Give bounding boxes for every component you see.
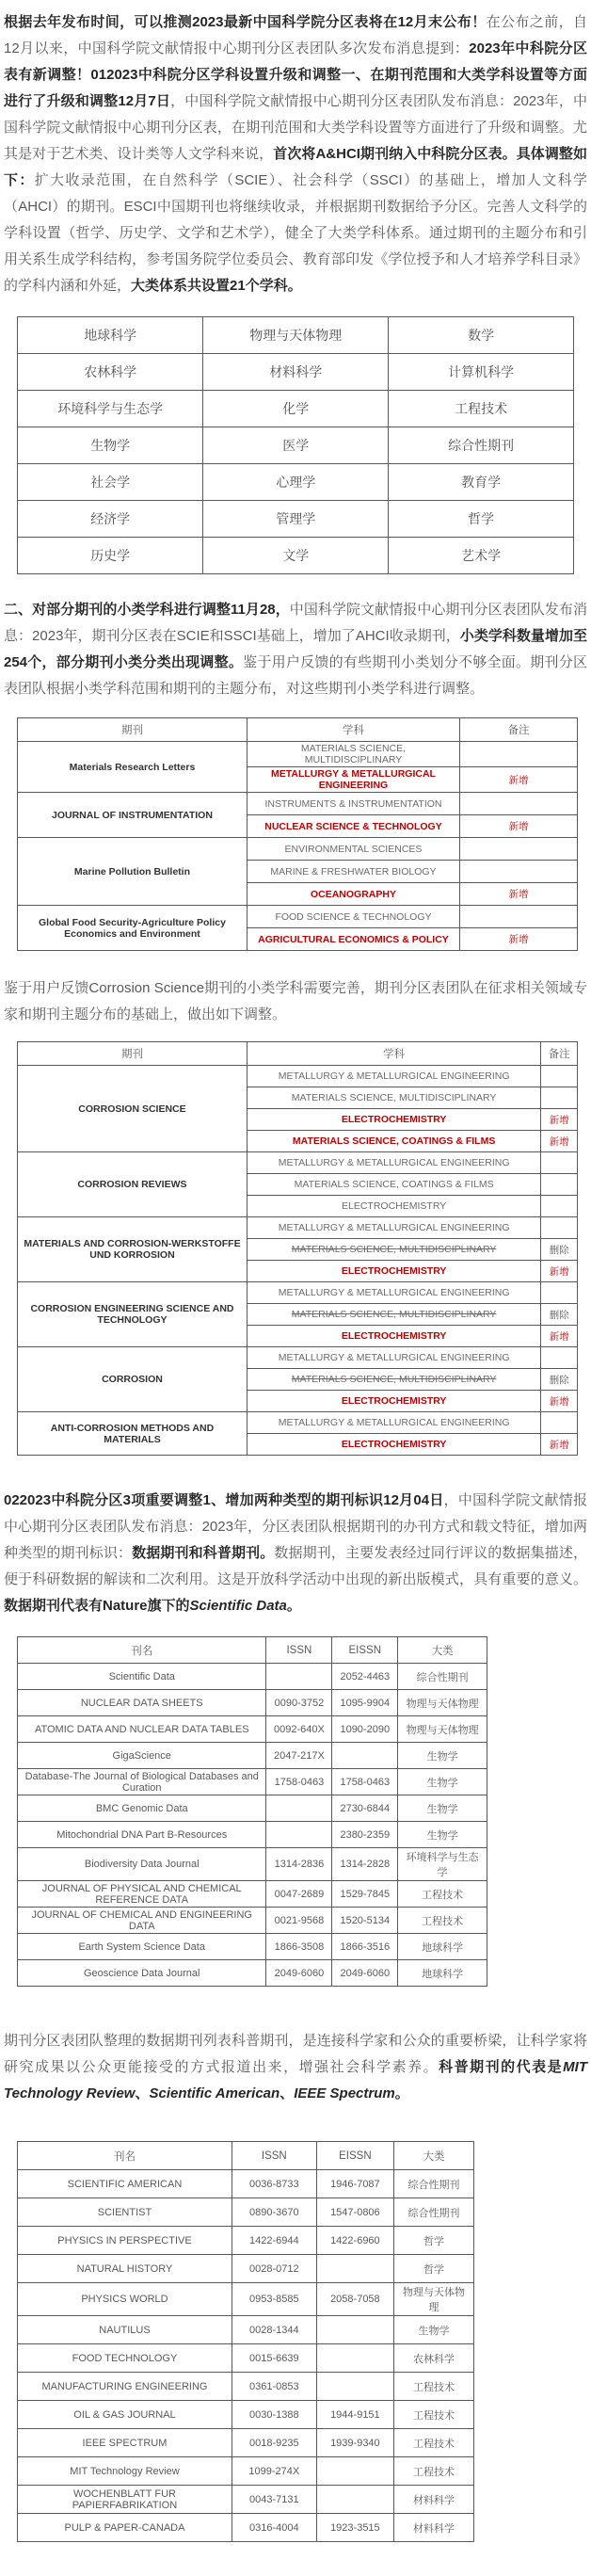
table-cell: PHYSICS WORLD [18, 2283, 232, 2316]
table-cell: IEEE SPECTRUM [18, 2429, 232, 2457]
table-cell: 2058-7058 [316, 2283, 393, 2316]
table-cell: 数学 [389, 317, 574, 354]
text-run: MIT Technology Review [4, 2059, 591, 2101]
subject-cell: MATERIALS SCIENCE, COATINGS & FILMS [247, 1174, 540, 1196]
subject-cell: METALLURGY & METALLURGICAL ENGINEERING [247, 1066, 540, 1087]
subject-cell: MATERIALS SCIENCE, MULTIDISCIPLINARY [247, 1087, 540, 1109]
remark-cell: 新增 [460, 883, 578, 906]
remark-cell [541, 1174, 578, 1196]
table-cell: 0890-3670 [232, 2198, 316, 2227]
table-cell [316, 2316, 393, 2344]
table-row [18, 906, 578, 928]
table-row [18, 2198, 474, 2227]
table-row [18, 464, 574, 501]
journal-name-cell: MATERIALS AND CORROSION-WERKSTOFFE UND KORROSION [18, 1217, 248, 1282]
subject-cell: METALLURGY & METALLURGICAL ENGINEERING [247, 1152, 540, 1174]
table-header-row [18, 718, 578, 742]
table-cell: 1520-5134 [332, 1908, 398, 1934]
table-row [18, 1822, 487, 1848]
table-row [18, 2486, 474, 2514]
subject-cell: METALLURGY & METALLURGICAL ENGINEERING [247, 767, 459, 793]
text-run: 二、对部分期刊的小类学科进行调整11月28， [4, 602, 290, 618]
table-row [18, 1716, 487, 1743]
table-cell: 物理与天体物理 [203, 317, 389, 354]
table-cell: 2052-4463 [332, 1664, 398, 1690]
table-row [18, 1769, 487, 1795]
subject-cell: METALLURGY & METALLURGICAL ENGINEERING [247, 1282, 540, 1304]
column-header: 期刊 [18, 718, 248, 742]
remark-cell: 新增 [541, 1391, 578, 1412]
table-cell: 历史学 [18, 538, 203, 574]
table-row [18, 1066, 578, 1087]
subject-cell: MATERIALS SCIENCE, MULTIDISCIPLINARY [247, 1239, 540, 1261]
corrosion-adjust-body [18, 1042, 578, 1456]
table-cell: GigaScience [18, 1743, 266, 1769]
subject-cell: ELECTROCHEMISTRY [247, 1434, 540, 1456]
remark-cell [460, 793, 578, 815]
table-cell: 1422-6960 [316, 2227, 393, 2255]
remark-cell [460, 906, 578, 928]
table-cell: 农林科学 [394, 2344, 474, 2373]
remark-cell: 新增 [460, 767, 578, 793]
text-run: IEEE Spectrum [294, 2085, 395, 2101]
subject-cell: METALLURGY & METALLURGICAL ENGINEERING [247, 1347, 540, 1369]
table-cell: Mitochondrial DNA Part B-Resources [18, 1822, 266, 1848]
remark-cell: 删除 [541, 1304, 578, 1326]
data-journal-body [18, 1637, 487, 1987]
remark-cell: 新增 [460, 928, 578, 951]
table-cell: 0028-1344 [232, 2316, 316, 2344]
table-cell: 材料科学 [203, 354, 389, 391]
table-header-row [18, 1637, 487, 1664]
subject-cell: ELECTROCHEMISTRY [247, 1109, 540, 1131]
text-run: 、 [280, 2085, 295, 2101]
table-cell: 1314-2836 [266, 1848, 332, 1881]
text-run: 鉴于用户反馈的有些期刊小类划分不够全面。期刊分区表团队根据小类学科范围和期刊的主题分布，对这些期刊小类学科进行调整。 [4, 654, 587, 697]
table-row [18, 2344, 474, 2373]
subject-cell: ELECTROCHEMISTRY [247, 1326, 540, 1347]
text-run: Scientific Data [189, 1598, 287, 1614]
journal-name-cell: Global Food Security-Agriculture Policy Economics and Environment [18, 906, 248, 951]
table-cell: 1866-3508 [266, 1934, 332, 1960]
table-cell: 综合性期刊 [394, 2198, 474, 2227]
table-cell: 1099-274X [232, 2457, 316, 2486]
text-run: 数据期刊和科普期刊。 [132, 1545, 275, 1561]
table-cell: 0953-8585 [232, 2283, 316, 2316]
table-cell: 0028-0712 [232, 2255, 316, 2283]
column-header: ISSN [232, 2142, 316, 2170]
paragraph-journal-labels [4, 1488, 587, 1619]
table-row [18, 1743, 487, 1769]
table-cell: 1314-2828 [332, 1848, 398, 1881]
table-cell: 1090-2090 [332, 1716, 398, 1743]
table-row [18, 1282, 578, 1304]
table-cell: 环境科学与生态学 [18, 391, 203, 427]
table-cell: 生物学 [394, 2316, 474, 2344]
paragraph-subject-adjustment [4, 597, 587, 702]
table-header-row [18, 2142, 474, 2170]
table-row [18, 2401, 474, 2429]
table-cell: 生物学 [18, 427, 203, 464]
table-row [18, 391, 574, 427]
journal-subject-adjust-table [17, 717, 578, 951]
table-cell [332, 1743, 398, 1769]
subject-cell: ELECTROCHEMISTRY [247, 1261, 540, 1282]
table-row [18, 2255, 474, 2283]
subject-cell: AGRICULTURAL ECONOMICS & POLICY [247, 928, 459, 951]
table-cell [316, 2457, 393, 2486]
column-header: EISSN [332, 1637, 398, 1664]
journal-name-cell: CORROSION SCIENCE [18, 1066, 248, 1152]
table-cell: 1939-9340 [316, 2429, 393, 2457]
table-row [18, 1934, 487, 1960]
table-cell: 物理与天体物理 [394, 2283, 474, 2316]
table-row [18, 2373, 474, 2401]
table-cell: 生物学 [398, 1743, 487, 1769]
table-cell: JOURNAL OF CHEMICAL AND ENGINEERING DATA [18, 1908, 266, 1934]
table-cell: 0361-0853 [232, 2373, 316, 2401]
table-cell: 物理与天体物理 [398, 1716, 487, 1743]
table-cell [266, 1795, 332, 1822]
table-cell: 地球科学 [398, 1960, 487, 1987]
text-run: ，中国科学院文献情报中心期刊分区表团队发布消息：2023年，分区表团队根据期刊的办刊方式和载文特征，增加两种类型的期刊标识： [4, 1492, 587, 1561]
column-header: 大类 [398, 1637, 487, 1664]
journal-name-cell: Marine Pollution Bulletin [18, 838, 248, 906]
table-cell: 0090-3752 [266, 1690, 332, 1716]
column-header: 刊名 [18, 1637, 266, 1664]
text-run: 中国科学院文献情报中心期刊分区表团队发布消息：2023年，期刊分区表在SCIE和SSCI基础上，增加了AHCI收录期刊， [4, 602, 587, 644]
text-run: 大类体系共设置21个学科。 [131, 278, 302, 294]
table-cell: 0021-9568 [266, 1908, 332, 1934]
table-cell: SCIENTIST [18, 2198, 232, 2227]
text-run: 在公布之前，自12月以来，中国科学院文献情报中心期刊分区表团队多次发布消息提到： [4, 14, 587, 56]
table-cell: 0047-2689 [266, 1881, 332, 1908]
subject-cell: MATERIALS SCIENCE, MULTIDISCIPLINARY [247, 742, 459, 767]
table-cell [316, 2255, 393, 2283]
table-cell: 心理学 [203, 464, 389, 501]
table-cell: 物理与天体物理 [398, 1690, 487, 1716]
remark-cell [541, 1196, 578, 1217]
remark-cell: 新增 [541, 1109, 578, 1131]
paragraph-intro-adjustment [4, 9, 587, 299]
column-header: 学科 [247, 718, 459, 742]
table-row [18, 1664, 487, 1690]
table-cell: 0316-4004 [232, 2514, 316, 2542]
table-cell: 地球科学 [18, 317, 203, 354]
table-cell: 工程技术 [398, 1908, 487, 1934]
text-run: 首次将A&HCI期刊纳入中科院分区表。具体调整如下： [4, 146, 587, 188]
table-cell: 2730-6844 [332, 1795, 398, 1822]
journal-name-cell: CORROSION [18, 1347, 248, 1412]
remark-cell [460, 838, 578, 861]
paragraph-popsci [4, 2028, 591, 2107]
table-row [18, 1960, 487, 1987]
subject-cell: FOOD SCIENCE & TECHNOLOGY [247, 906, 459, 928]
table-cell: FOOD TECHNOLOGY [18, 2344, 232, 2373]
journal-name-cell: CORROSION ENGINEERING SCIENCE AND TECHNOLOGY [18, 1282, 248, 1347]
column-header: 备注 [541, 1042, 578, 1066]
table-cell: Biodiversity Data Journal [18, 1848, 266, 1881]
table-cell: 社会学 [18, 464, 203, 501]
table-cell [316, 2344, 393, 2373]
column-header: 刊名 [18, 2142, 232, 2170]
column-header: 大类 [394, 2142, 474, 2170]
table-cell: NUCLEAR DATA SHEETS [18, 1690, 266, 1716]
table-cell: 1946-7087 [316, 2170, 393, 2198]
table-row [18, 2316, 474, 2344]
text-run: 022023中科院分区3项重要调整1、增加两种类型的期刊标识12月04日 [4, 1492, 444, 1508]
table-cell: SCIENTIFIC AMERICAN [18, 2170, 232, 2198]
table-cell [266, 1822, 332, 1848]
table-header-row [18, 1042, 578, 1066]
table-cell: 教育学 [389, 464, 574, 501]
subject-cell: METALLURGY & METALLURGICAL ENGINEERING [247, 1412, 540, 1434]
table-cell: ATOMIC DATA AND NUCLEAR DATA TABLES [18, 1716, 266, 1743]
table-cell: 2049-6060 [332, 1960, 398, 1987]
table-cell [316, 2486, 393, 2514]
table-cell: 1923-3515 [316, 2514, 393, 2542]
table-cell: 文学 [203, 538, 389, 574]
column-header: ISSN [266, 1637, 332, 1664]
table-cell: BMC Genomic Data [18, 1795, 266, 1822]
text-run: 2023年中科院分区表有新调整！012023中科院分区学科设置升级和调整一、在期刊范围和大类学科设置等方面进行了升级和调整12月7日 [4, 40, 587, 109]
table-row [18, 838, 578, 861]
table-row [18, 2227, 474, 2255]
table-row [18, 1347, 578, 1369]
text-run: 小类学科数量增加至254个，部分期刊小类分类出现调整。 [4, 628, 587, 670]
major-category-table [17, 316, 574, 574]
subject-cell: ENVIRONMENTAL SCIENCES [247, 838, 459, 861]
table-cell: 生物学 [398, 1795, 487, 1822]
table-cell: WOCHENBLATT FUR PAPIERFABRIKATION [18, 2486, 232, 2514]
subject-cell: METALLURGY & METALLURGICAL ENGINEERING [247, 1217, 540, 1239]
table-cell: 生物学 [398, 1822, 487, 1848]
table-cell: 0015-6639 [232, 2344, 316, 2373]
column-header: EISSN [316, 2142, 393, 2170]
subject-cell: MATERIALS SCIENCE, MULTIDISCIPLINARY [247, 1369, 540, 1391]
journal-subject-adjust-body [18, 718, 578, 951]
remark-cell [541, 1412, 578, 1434]
subject-cell: OCEANOGRAPHY [247, 883, 459, 906]
remark-cell [460, 742, 578, 767]
major-category-table-body [18, 317, 574, 574]
remark-cell: 新增 [460, 815, 578, 838]
popsci-journal-table [17, 2141, 474, 2542]
remark-cell [541, 1087, 578, 1109]
journal-name-cell: Materials Research Letters [18, 742, 248, 793]
table-row [18, 2170, 474, 2198]
remark-cell [541, 1347, 578, 1369]
subject-cell: MATERIALS SCIENCE, MULTIDISCIPLINARY [247, 1304, 540, 1326]
table-cell: 哲学 [389, 501, 574, 538]
table-row [18, 2514, 474, 2542]
table-row [18, 742, 578, 767]
table-cell [266, 1664, 332, 1690]
paragraph-corrosion-note [4, 975, 587, 1028]
table-row [18, 427, 574, 464]
table-cell: 1758-0463 [332, 1769, 398, 1795]
table-cell: 0043-7131 [232, 2486, 316, 2514]
text-run: 。 [394, 2085, 409, 2101]
remark-cell: 删除 [541, 1369, 578, 1391]
remark-cell [541, 1217, 578, 1239]
table-cell: 综合性期刊 [389, 427, 574, 464]
table-row [18, 2283, 474, 2316]
data-journal-table [17, 1636, 487, 1987]
table-cell: 经济学 [18, 501, 203, 538]
table-row [18, 501, 574, 538]
table-cell: 工程技术 [394, 2401, 474, 2429]
table-row [18, 793, 578, 815]
table-row [18, 1152, 578, 1174]
table-cell: 2380-2359 [332, 1822, 398, 1848]
subject-cell: MATERIALS SCIENCE, COATINGS & FILMS [247, 1131, 540, 1152]
table-row [18, 2429, 474, 2457]
remark-cell [541, 1282, 578, 1304]
remark-cell [460, 861, 578, 883]
table-cell: 1547-0806 [316, 2198, 393, 2227]
table-cell: 材料科学 [394, 2514, 474, 2542]
table-cell: 0030-1388 [232, 2401, 316, 2429]
text-run: 数据期刊代表有Nature旗下的 [4, 1598, 190, 1614]
subject-cell: ELECTROCHEMISTRY [247, 1391, 540, 1412]
remark-cell: 新增 [541, 1434, 578, 1456]
journal-name-cell: JOURNAL OF INSTRUMENTATION [18, 793, 248, 838]
table-row [18, 1795, 487, 1822]
table-cell: 1866-3516 [332, 1934, 398, 1960]
table-cell: 综合性期刊 [394, 2170, 474, 2198]
table-cell: Geoscience Data Journal [18, 1960, 266, 1987]
text-run: 期刊分区表团队整理的数据期刊列表科普期刊，是连接科学家和公众的重要桥梁，让科学家将研究成果以公众更能接受的方式报道出来，增强社会科学素养。 [4, 2033, 587, 2075]
table-cell: 2047-217X [266, 1743, 332, 1769]
remark-cell [541, 1066, 578, 1087]
journal-name-cell: CORROSION REVIEWS [18, 1152, 248, 1217]
subject-cell: MARINE & FRESHWATER BIOLOGY [247, 861, 459, 883]
table-cell: MANUFACTURING ENGINEERING [18, 2373, 232, 2401]
table-cell: 管理学 [203, 501, 389, 538]
text-run: 鉴于用户反馈Corrosion Science期刊的小类学科需要完善，期刊分区表团队在征求相关领域专家和期刊主题分布的基础上，做出如下调整。 [4, 980, 587, 1022]
remark-cell: 删除 [541, 1239, 578, 1261]
table-cell: 化学 [203, 391, 389, 427]
table-cell: 环境科学与生态学 [398, 1848, 487, 1881]
table-cell: NAUTILUS [18, 2316, 232, 2344]
table-row [18, 354, 574, 391]
table-cell: 艺术学 [389, 538, 574, 574]
table-cell: 0092-640X [266, 1716, 332, 1743]
table-cell: 0036-8733 [232, 2170, 316, 2198]
table-row [18, 1412, 578, 1434]
table-cell: 工程技术 [389, 391, 574, 427]
remark-cell: 新增 [541, 1326, 578, 1347]
table-cell [316, 2373, 393, 2401]
text-run: 、 [135, 2085, 150, 2101]
table-cell: 1422-6944 [232, 2227, 316, 2255]
column-header: 备注 [460, 718, 578, 742]
text-run: 根据去年发布时间，可以推测2023最新中国科学院分区表将在12月末公布！ [4, 14, 487, 30]
column-header: 学科 [247, 1042, 540, 1066]
table-cell: 0018-9235 [232, 2429, 316, 2457]
table-row [18, 2457, 474, 2486]
table-cell: 1095-9904 [332, 1690, 398, 1716]
remark-cell: 新增 [541, 1131, 578, 1152]
table-cell: 材料科学 [394, 2486, 474, 2514]
table-cell: MIT Technology Review [18, 2457, 232, 2486]
table-row [18, 317, 574, 354]
table-cell: 医学 [203, 427, 389, 464]
column-header: 期刊 [18, 1042, 248, 1066]
subject-cell: ELECTROCHEMISTRY [247, 1196, 540, 1217]
text-run: 数据期刊，主要发表经过同行评议的数据集描述，便于科研数据的解读和二次利用。这是开放科学活动中出现的新出版模式，具有重要的意义。 [4, 1545, 587, 1587]
table-row [18, 538, 574, 574]
table-cell: 生物学 [398, 1769, 487, 1795]
subject-cell: INSTRUMENTS & INSTRUMENTATION [247, 793, 459, 815]
table-cell: PULP & PAPER-CANADA [18, 2514, 232, 2542]
table-cell: Database-The Journal of Biological Databases and Curation [18, 1769, 266, 1795]
table-cell: 1758-0463 [266, 1769, 332, 1795]
table-cell: 综合性期刊 [398, 1664, 487, 1690]
text-run: 科普期刊的代表是 [439, 2059, 564, 2075]
table-cell: JOURNAL OF PHYSICAL AND CHEMICAL REFERENCE DATA [18, 1881, 266, 1908]
table-cell: Earth System Science Data [18, 1934, 266, 1960]
corrosion-adjust-table [17, 1041, 578, 1456]
popsci-journal-body [18, 2142, 474, 2542]
table-cell: 2049-6060 [266, 1960, 332, 1987]
remark-cell: 新增 [541, 1261, 578, 1282]
table-cell: 工程技术 [394, 2429, 474, 2457]
table-cell: NATURAL HISTORY [18, 2255, 232, 2283]
table-cell: OIL & GAS JOURNAL [18, 2401, 232, 2429]
table-cell: 哲学 [394, 2255, 474, 2283]
table-cell: 工程技术 [394, 2457, 474, 2486]
table-cell: 哲学 [394, 2227, 474, 2255]
table-cell: 工程技术 [394, 2373, 474, 2401]
table-cell: 计算机科学 [389, 354, 574, 391]
table-row [18, 1881, 487, 1908]
journal-name-cell: ANTI-CORROSION METHODS AND MATERIALS [18, 1412, 248, 1456]
table-cell: Scientific Data [18, 1664, 266, 1690]
text-run: Scientific American [149, 2085, 280, 2101]
table-cell: 1944-9151 [316, 2401, 393, 2429]
table-row [18, 1217, 578, 1239]
table-cell: PHYSICS IN PERSPECTIVE [18, 2227, 232, 2255]
table-cell: 农林科学 [18, 354, 203, 391]
text-run: 。 [286, 1598, 301, 1614]
table-row [18, 1848, 487, 1881]
table-cell: 1529-7845 [332, 1881, 398, 1908]
subject-cell: NUCLEAR SCIENCE & TECHNOLOGY [247, 815, 459, 838]
table-row [18, 1690, 487, 1716]
text-run: 扩大收录范围，在自然科学（SCIE）、社会科学（SSCI）的基础上，增加人文科学（AHCI）的期刊。ESCI中国期刊也将继续收录，并根据期刊数据给予分区。完善人文科学的学科设置（哲学、历史学、文学和艺术学），健全了大类学科体系。通过期刊的主题分布和引用关系生成学科结构，参考国务院学位委员会、教育部印发《学位授予和人才培养学科目录》的学科内涵和外延， [4, 172, 587, 294]
table-cell: 地球科学 [398, 1934, 487, 1960]
remark-cell [541, 1152, 578, 1174]
table-row [18, 1908, 487, 1934]
text-run: ，中国科学院文献情报中心期刊分区表团队发布消息：2023年，中国科学院文献情报中心期刊分区表，在期刊范围和大类学科设置等方面进行了升级和调整。尤其是对于艺术类、设计类等人文学科来说， [4, 93, 587, 162]
table-cell: 工程技术 [398, 1881, 487, 1908]
